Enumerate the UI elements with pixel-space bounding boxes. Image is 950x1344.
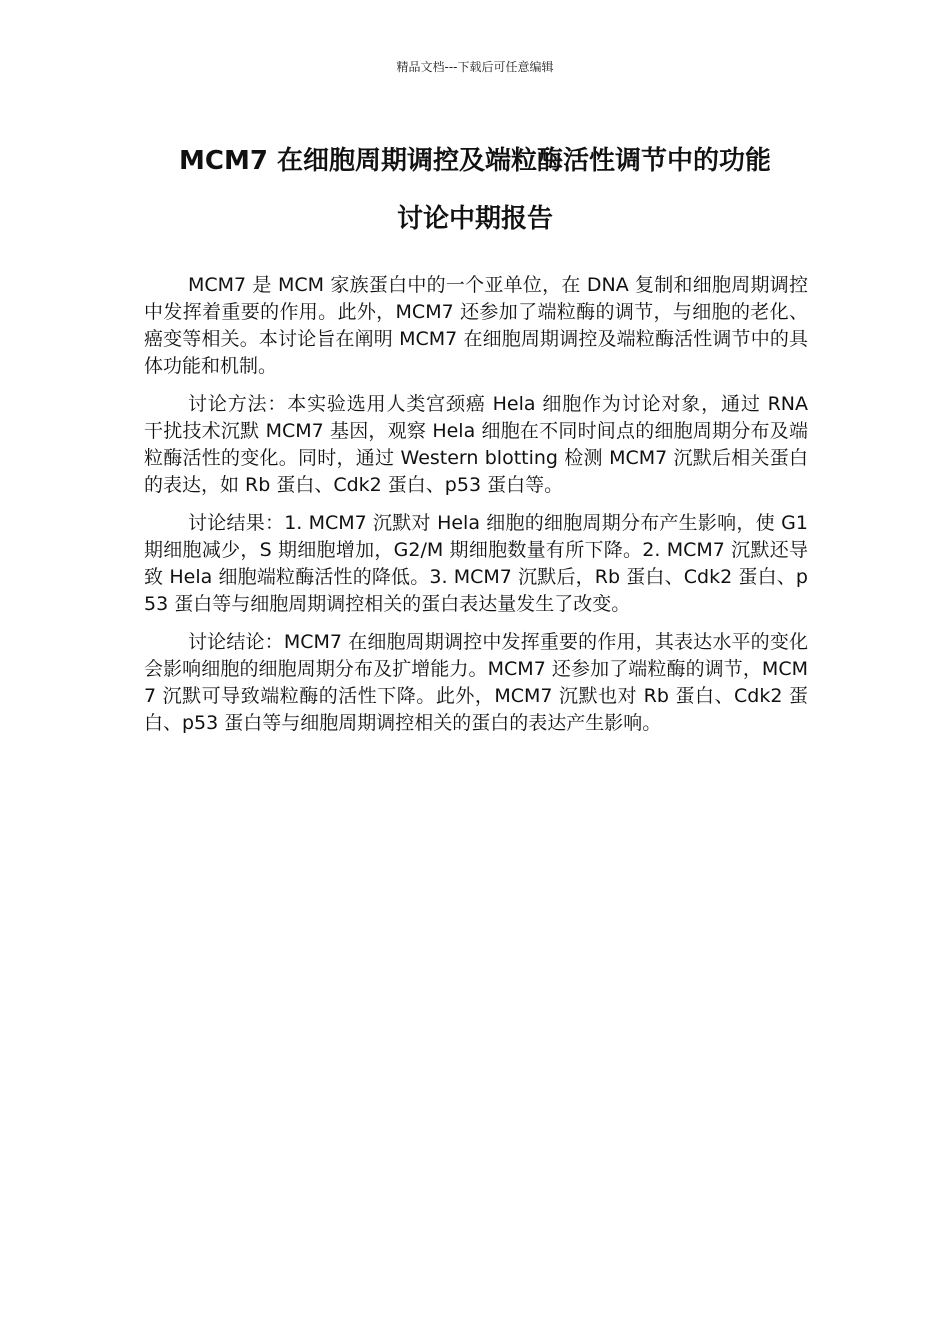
header-note: 精品文档---下载后可任意编辑 (396, 60, 554, 74)
paragraph-results: 讨论结果：1. MCM7 沉默对 Hela 细胞的细胞周期分布产生影响，使 G1 期细胞减少，S 期细胞增加，G2/M 期细胞数量有所下降。2. MCM7 沉默还导致 Hela 细胞端粒酶活性的降低。3. MCM7 沉默后，Rb 蛋白、Cdk2 蛋白、p53 蛋白等与细胞周期调控相关的蛋白表达量发生了改变。 (144, 512, 808, 615)
paragraph-conclusion: 讨论结论：MCM7 在细胞周期调控中发挥重要的作用，其表达水平的变化会影响细胞的细胞周期分布及扩增能力。MCM7 还参加了端粒酶的调节，MCM7 沉默可导致端粒酶的活性下降。此外，MCM7 沉默也对 Rb 蛋白、Cdk2 蛋白、p53 蛋白等与细胞周期调控相关的蛋白的表达产生影响。 (144, 631, 808, 734)
paragraph-methods: 讨论方法：本实验选用人类宫颈癌 Hela 细胞作为讨论对象，通过 RNA 干扰技术沉默 MCM7 基因，观察 Hela 细胞在不同时间点的细胞周期分布及端粒酶活性的变化。同时，通过 Western blotting 检测 MCM7 沉默后相关蛋白的表达，如 Rb 蛋白、Cdk2 蛋白、p53 蛋白等。 (144, 393, 808, 496)
paragraph-intro: MCM7 是 MCM 家族蛋白中的一个亚单位，在 DNA 复制和细胞周期调控中发挥着重要的作用。此外，MCM7 还参加了端粒酶的调节，与细胞的老化、癌变等相关。本讨论旨在阐明 MCM7 在细胞周期调控及端粒酶活性调节中的具体功能和机制。 (144, 274, 808, 377)
document-body (144, 272, 808, 748)
document-title (120, 132, 830, 248)
title-line-2: 讨论中期报告 (396, 204, 553, 234)
title-line-1: MCM7 在细胞周期调控及端粒酶活性调节中的功能 (179, 146, 771, 176)
